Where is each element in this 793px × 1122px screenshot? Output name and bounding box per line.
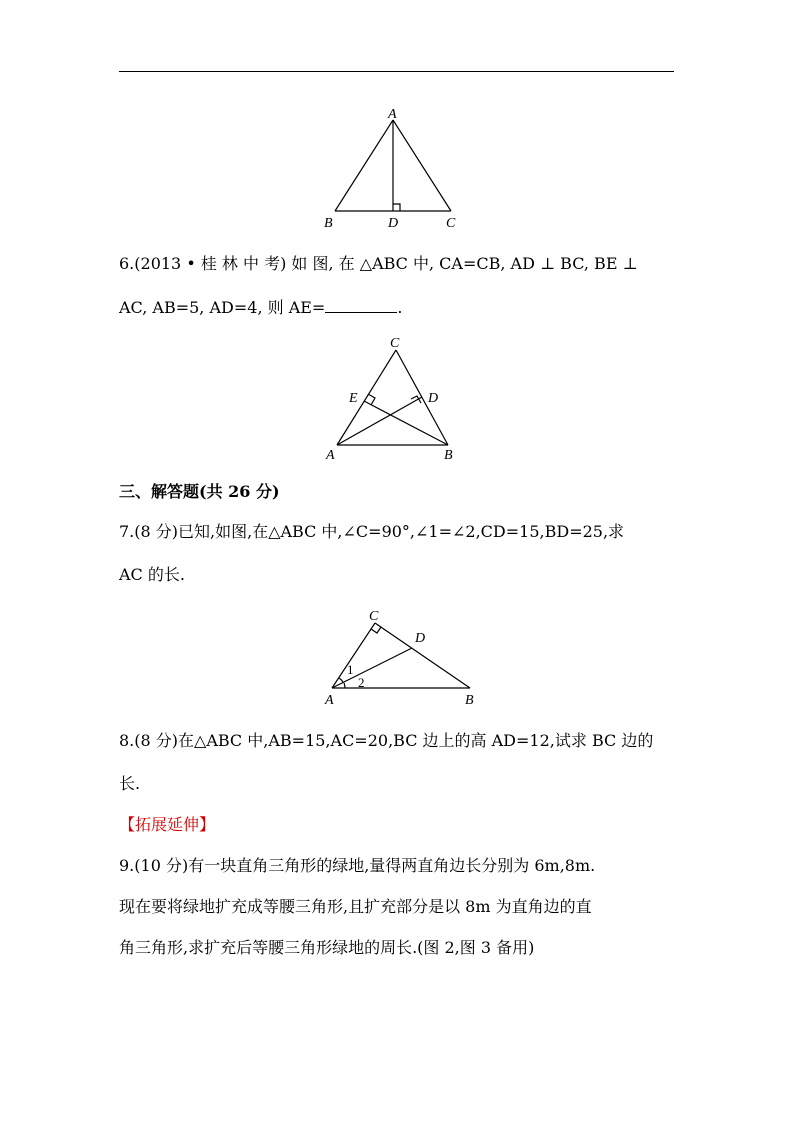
figure-3-right-triangle-bisector [322, 604, 482, 708]
fig1-label-b: B [324, 216, 333, 231]
section-3-title: 三、解答题(共 26 分) [119, 482, 280, 501]
q6-line-1: 6.(2013 • 桂 林 中 考) 如 图, 在 △ABC 中, CA=CB, AD ⊥ BC, BE ⊥ [119, 254, 638, 273]
fig1-label-a: A [388, 107, 397, 122]
extension-title: 【拓展延伸】 [119, 815, 216, 834]
fig1-label-d: D [388, 216, 399, 231]
q6-line-2-text: AC, AB=5, AD=4, 则 AE= [119, 298, 326, 317]
figure-1-triangle-altitude [320, 104, 470, 234]
header-rule [119, 71, 674, 72]
fig2-label-e: E [349, 391, 358, 406]
fig3-label-a: A [325, 693, 334, 708]
fig3-label-d: D [415, 631, 426, 646]
fig2-label-d: D [428, 391, 439, 406]
fig3-angle-2: 2 [358, 675, 365, 690]
q6-answer-blank[interactable] [325, 298, 397, 313]
fig2-label-c: C [390, 336, 400, 351]
fig3-angle-1: 1 [347, 662, 354, 677]
fig3-label-b: B [465, 693, 474, 708]
q7-line-1: 7.(8 分)已知,如图,在△ABC 中,∠C=90°,∠1=∠2,CD=15,BD=25,求 [119, 522, 625, 541]
q6-line-2 [119, 298, 402, 318]
fig3-label-c: C [369, 609, 379, 624]
q8-line-2: 长. [119, 774, 141, 793]
fig1-label-c: C [446, 216, 456, 231]
q9-line-2: 现在要将绿地扩充成等腰三角形,且扩充部分是以 8m 为直角边的直 [119, 897, 592, 916]
fig2-label-a: A [326, 448, 335, 463]
q6-line-2-period: . [397, 298, 403, 317]
q7-line-2: AC 的长. [119, 565, 185, 584]
figure-2-triangle-two-altitudes [320, 332, 470, 466]
q9-line-1: 9.(10 分)有一块直角三角形的绿地,量得两直角边长分别为 6m,8m. [119, 856, 596, 875]
q9-line-3: 角三角形,求扩充后等腰三角形绿地的周长.(图 2,图 3 备用) [119, 938, 535, 957]
fig2-label-b: B [444, 448, 453, 463]
q8-line-1: 8.(8 分)在△ABC 中,AB=15,AC=20,BC 边上的高 AD=12,试求 BC 边的 [119, 731, 654, 750]
